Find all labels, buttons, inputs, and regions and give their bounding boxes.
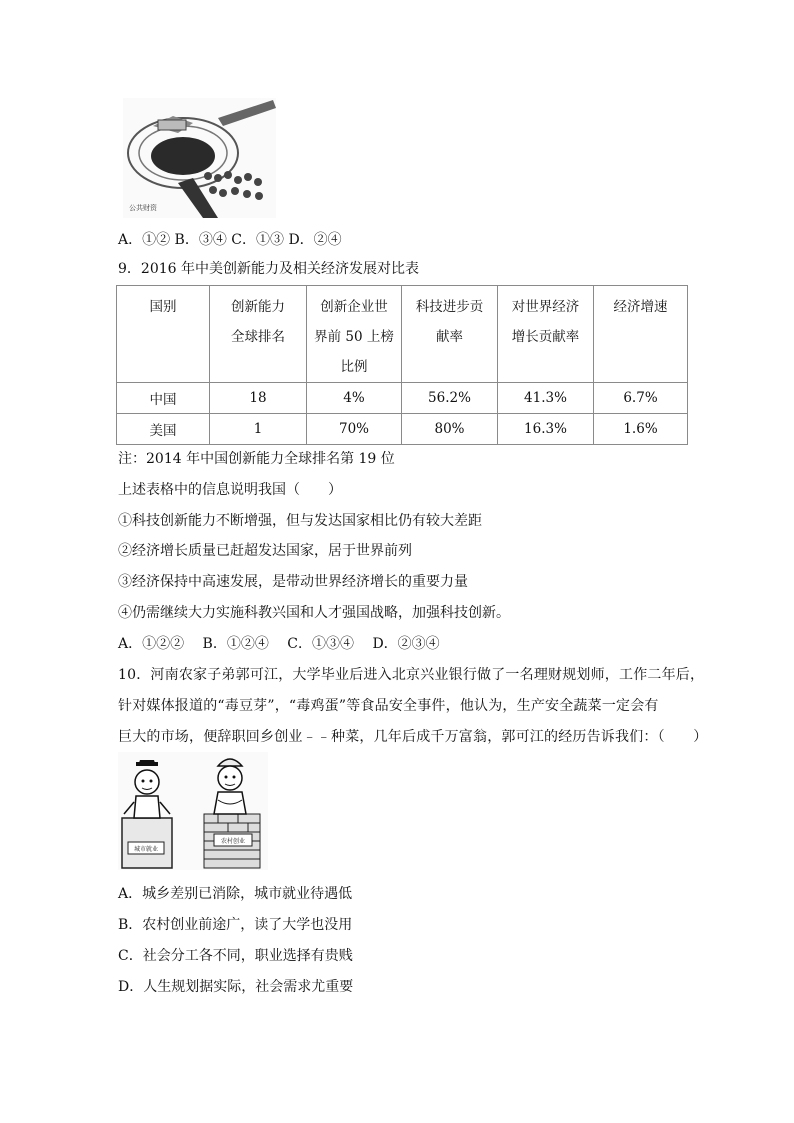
cell-top50: 70% <box>307 414 402 445</box>
header-rank <box>210 286 307 383</box>
cell-world-contrib: 41.3% <box>498 383 594 414</box>
header-line: 对世界经济 <box>511 299 580 315</box>
right-sign-text: 农村创业 <box>220 838 246 845</box>
cell-tech-contrib: 56.2% <box>402 383 498 414</box>
q9-title: 9．2016 年中美创新能力及相关经济发展对比表 <box>118 261 419 277</box>
header-line: 创新能力 <box>231 299 285 315</box>
cell-growth: 1.6% <box>594 414 688 445</box>
header-line: 国别 <box>149 299 177 315</box>
cell-country: 中国 <box>117 383 210 414</box>
q10-stem-line-1: 10．河南农家子弟郭可江，大学毕业后进入北京兴业银行做了一名理财规划师，工作二年后， <box>118 667 705 683</box>
cell-rank: 1 <box>210 414 307 445</box>
header-line: 全球排名 <box>231 329 285 345</box>
header-line: 增长贡献率 <box>511 329 580 345</box>
q9-item-4: ④仍需继续大力实施科教兴国和人才强国战略，加强科技创新。 <box>118 605 510 621</box>
header-top50 <box>307 286 402 383</box>
q10-stem-line-3: 巨大的市场，便辞职回乡创业﹣﹣种菜，几年后成千万富翁，郭可江的经历告诉我们：（ ） <box>118 729 708 745</box>
cell-growth: 6.7% <box>594 383 688 414</box>
header-tech-contrib <box>402 286 498 383</box>
q9-item-3: ③经济保持中高速发展，是带动世界经济增长的重要力量 <box>118 574 468 590</box>
table-header-row <box>117 286 688 383</box>
q9-item-2: ②经济增长质量已赶超发达国家，居于世界前列 <box>118 543 412 559</box>
table-row <box>117 414 688 445</box>
q9-options: A．①②② B．①②④ C．①③④ D．②③④ <box>118 636 440 652</box>
header-country <box>117 286 210 383</box>
table-row <box>117 383 688 414</box>
cartoon1-caption: 公共财资 <box>129 204 157 212</box>
q9-note: 注：2014 年中国创新能力全球排名第 19 位 <box>118 451 395 467</box>
q10-option-c: C．社会分工各不同，职业选择有贵贱 <box>118 948 353 964</box>
cell-tech-contrib: 80% <box>402 414 498 445</box>
cartoon-public-funds <box>123 98 276 218</box>
header-world-contrib <box>498 286 594 383</box>
cell-world-contrib: 16.3% <box>498 414 594 445</box>
q9-stem: 上述表格中的信息说明我国（ ） <box>118 482 342 498</box>
comparison-table <box>116 285 688 445</box>
cell-country: 美国 <box>117 414 210 445</box>
header-line: 界前 50 上榜 <box>314 329 394 345</box>
q8-options: A．①② B．③④ C．①③ D．②④ <box>118 232 342 248</box>
left-sign-text: 城市就业 <box>133 846 159 853</box>
header-line: 经济增速 <box>613 299 668 315</box>
q10-option-a: A．城乡差别已消除，城市就业待遇低 <box>118 886 353 902</box>
header-growth <box>594 286 688 383</box>
header-line: 献率 <box>436 329 463 345</box>
q10-stem-line-2: 针对媒体报道的“毒豆芽”，“毒鸡蛋”等食品安全事件，他认为，生产安全蔬菜一定会有 <box>118 698 659 714</box>
cell-top50: 4% <box>307 383 402 414</box>
q9-item-1: ①科技创新能力不断增强，但与发达国家相比仍有较大差距 <box>118 513 482 529</box>
cell-rank: 18 <box>210 383 307 414</box>
q10-option-d: D．人生规划据实际，社会需求尤重要 <box>118 979 354 995</box>
header-line: 比例 <box>340 359 368 375</box>
cartoon-career-choice <box>118 752 268 870</box>
q10-option-b: B．农村创业前途广，读了大学也没用 <box>118 917 353 933</box>
header-line: 创新企业世 <box>320 299 388 315</box>
header-line: 科技进步贡 <box>415 299 484 315</box>
